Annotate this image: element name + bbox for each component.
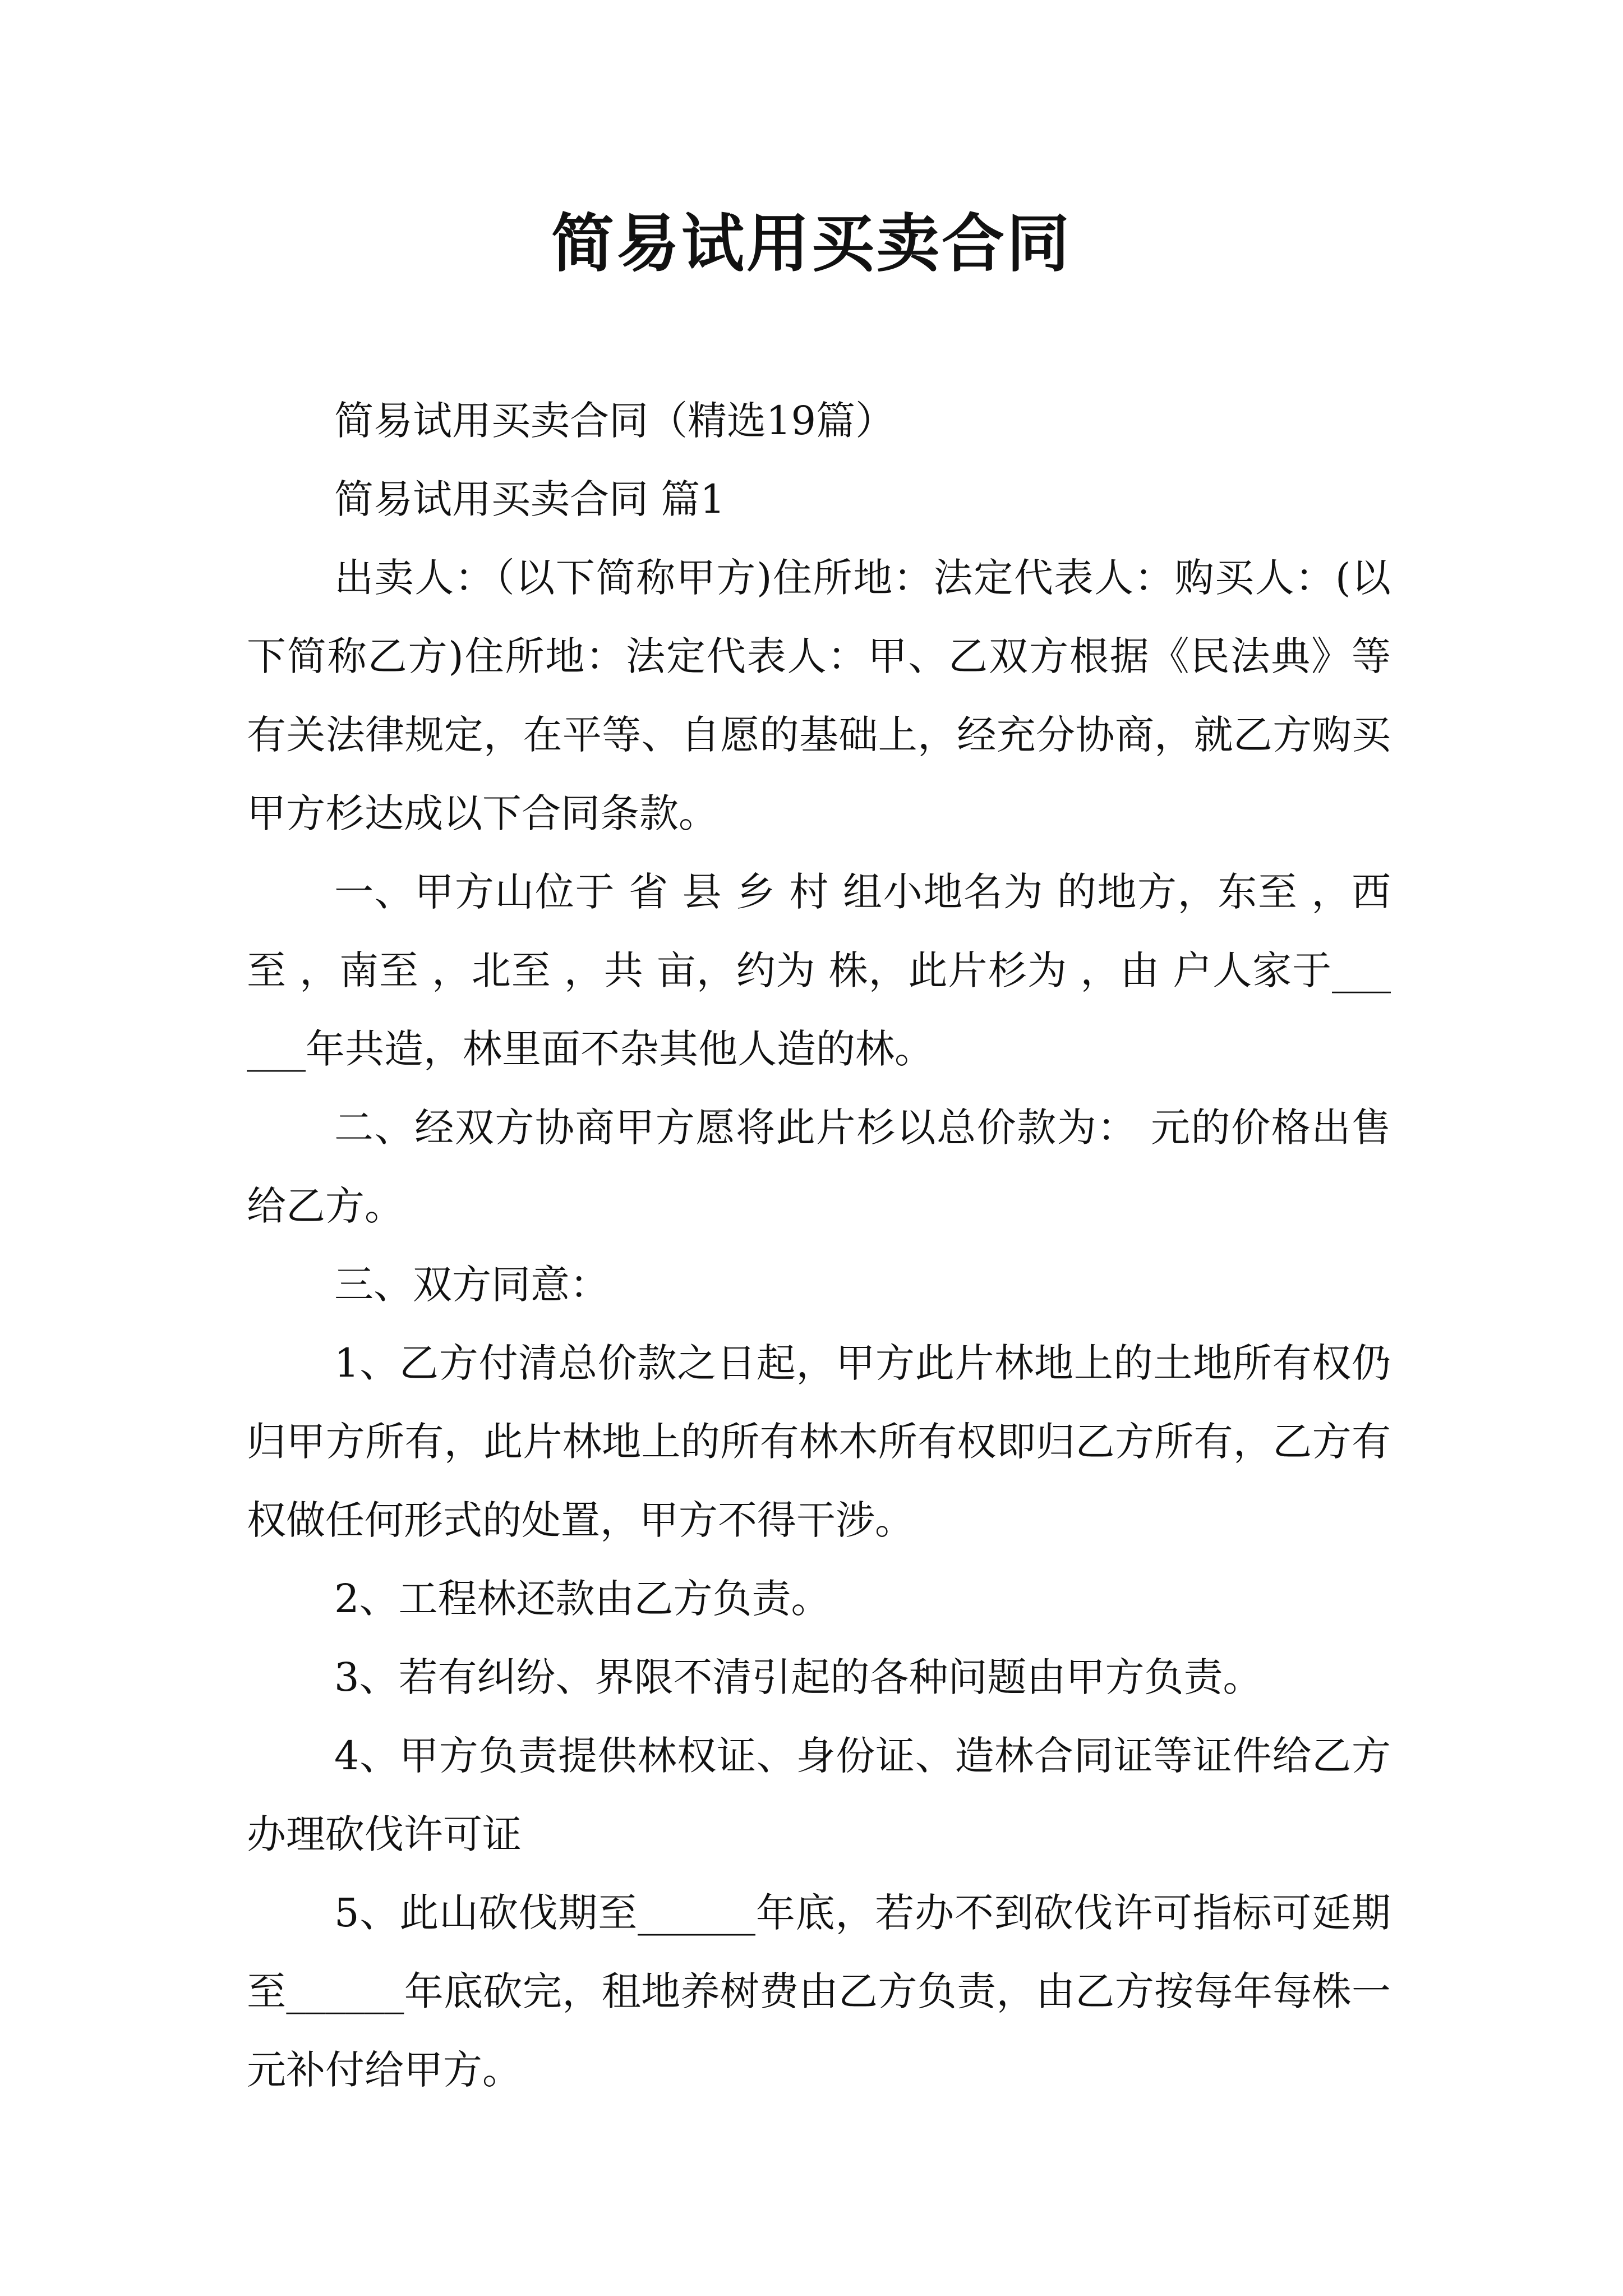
paragraph-item-5: 5、此山砍伐期至______年底，若办不到砍伐许可指标可延期至______年底砍完，租地养树费由乙方负责，由乙方按每年每株一元补付给甲方。 (247, 1890, 1391, 2093)
document-body (247, 381, 1391, 2109)
paragraph-clause-2: 二、经双方协商甲方愿将此片杉以总价款为： 元的价格出售给乙方。 (247, 1105, 1391, 1229)
paragraph-section-heading: 简易试用买卖合同 篇1 (334, 476, 725, 522)
paragraph-parties: 出卖人：（以下简称甲方)住所地：法定代表人：购买人：(以下简称乙方)住所地：法定代表人：甲、乙双方根据《民法典》等有关法律规定，在平等、自愿的基础上，经充分协商，就乙方购买甲方杉达成以下合同条款。 (247, 555, 1391, 836)
paragraph-clause-1: 一、甲方山位于 省 县 乡 村 组小地名为 的地方，东至 ，西至 ，南至 ，北至 ，共 亩，约为 株，此片杉为 ，由 户人家于______年共造，林里面不杂其他人造的林。 (247, 869, 1391, 1072)
paragraph-item-3: 3、若有纠纷、界限不清引起的各种问题由甲方负责。 (334, 1654, 1262, 1700)
paragraph-collection-title: 简易试用买卖合同（精选19篇） (334, 398, 895, 444)
paragraph-item-1: 1、乙方付清总价款之日起，甲方此片林地上的土地所有权仍归甲方所有，此片林地上的所有林木所有权即归乙方所有，乙方有权做任何形式的处置，甲方不得干涉。 (247, 1340, 1391, 1543)
paragraph-item-4: 4、甲方负责提供林权证、身份证、造林合同证等证件给乙方办理砍伐许可证 (247, 1733, 1391, 1857)
paragraph-clause-3-heading: 三、双方同意： (334, 1262, 609, 1308)
paragraph-item-2: 2、工程林还款由乙方负责。 (334, 1576, 831, 1622)
document-title: 简易试用买卖合同 (551, 208, 1072, 280)
